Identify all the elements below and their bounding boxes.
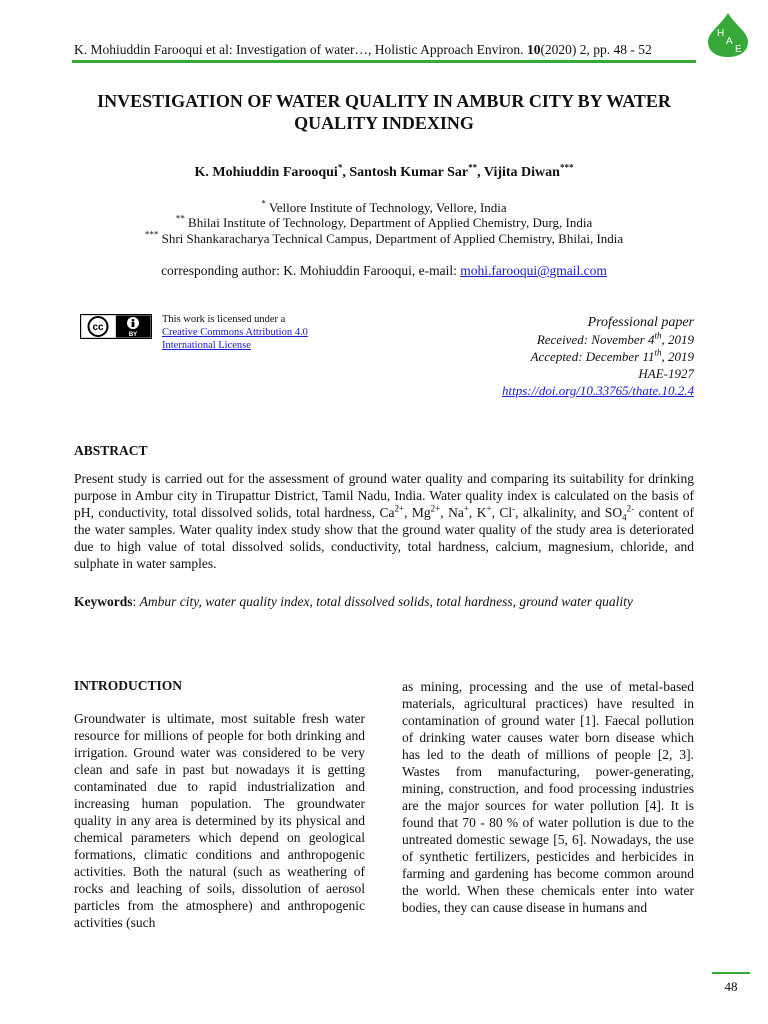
ion-charge: 2+	[430, 503, 441, 514]
corresponding-label: corresponding author: K. Mohiuddin Farooqui, e-mail:	[161, 263, 461, 278]
author-affiliation-mark: ***	[559, 162, 574, 173]
abstract-part: , Cl	[491, 505, 513, 520]
ion-charge: 2-	[626, 503, 635, 514]
paper-title: INVESTIGATION OF WATER QUALITY IN AMBUR CITY BY WATER QUALITY INDEXING	[97, 91, 671, 133]
affiliation-text: Shri Shankaracharya Technical Campus, Department of Applied Chemistry, Bhilai, India	[158, 231, 624, 246]
accepted-date	[394, 348, 694, 365]
ordinal-suffix: th	[654, 347, 662, 358]
abstract-part: content of the water samples. Water quality index study show that the ground water quality of the study area is deteriorated due to high value of total dissolved solids, conductivity, total hardness, calcium, magnesium, chloride, and sulphate in water samples.	[74, 505, 695, 571]
author-name: K. Mohiuddin Farooqui	[194, 165, 338, 180]
introduction-left-column: Groundwater is ultimate, most suitable fresh water resource for millions of people for both drinking and irrigation. Ground water was considered to be very clean and safe in past but nowadays it is getting contaminated due to rapid industrialization and increasing human population. The groundwater quality in any area is determined by its physical and chemical parameters which depend on geological formations, climatic conditions and anthropogenic activities. Both the natural (such as weathering of rocks and leaching of soils, dissolution of aerosol particles from the atmosphere) and anthropogenic activities (such	[74, 711, 365, 930]
paper-type: Professional paper	[587, 315, 694, 330]
affiliation-2	[74, 215, 694, 231]
abstract-heading: ABSTRACT	[74, 443, 148, 458]
affiliation-mark: ***	[144, 229, 159, 240]
ordinal-suffix: th	[654, 330, 662, 341]
ion-charge: +	[463, 503, 469, 514]
abstract-part: , K	[468, 505, 487, 520]
keywords-label: Keywords	[74, 594, 133, 609]
author-affiliation-mark: *	[337, 162, 343, 173]
article-code: HAE-1927	[638, 366, 694, 381]
abstract-part: , Mg	[404, 505, 431, 520]
citation-suffix: (2020) 2, pp. 48 - 52	[540, 42, 652, 57]
license-link[interactable]: Creative Commons Attribution 4.0	[162, 327, 308, 338]
abstract-part: Present study is carried out for the assessment of ground water quality and comparing its suitability for drinking purpose in Ambur city in Tirupattur District, Tamil Nadu, India. Water quality index is calculated on the basis of pH, conductivity, total dissolved solids, total hardness, Ca	[74, 471, 694, 520]
page-number-rule	[712, 972, 750, 974]
running-header	[74, 42, 694, 58]
by-letters: BY	[128, 332, 138, 338]
affiliation-3	[74, 231, 694, 247]
abstract-part: , Na	[440, 505, 464, 520]
received-year: , 2019	[661, 332, 694, 347]
introduction-heading: INTRODUCTION	[74, 678, 183, 693]
keywords-colon: :	[132, 594, 140, 609]
ion-charge: +	[486, 503, 492, 514]
page-number: 48	[724, 979, 738, 994]
keywords	[74, 593, 694, 610]
ion-charge: -	[512, 503, 516, 514]
abstract-part: , alkalinity, and SO	[515, 505, 623, 520]
accepted-year: , 2019	[661, 349, 694, 364]
affiliation-mark: **	[175, 213, 185, 224]
author-affiliation-mark: **	[468, 162, 478, 173]
abstract-text	[74, 470, 694, 572]
email-link[interactable]: mohi.farooqui@gmail.com	[460, 263, 607, 278]
doi-link[interactable]: https://doi.org/10.33765/thate.10.2.4	[502, 383, 694, 398]
creative-commons-by-badge-icon[interactable]	[80, 314, 152, 339]
license-link-continued[interactable]: International License	[162, 340, 251, 351]
logo-letter-h: H	[717, 28, 725, 39]
introduction-right-column: as mining, processing and the use of metal-based materials, agricultural practices) have resulted in contamination of ground water [1]. Faecal pollution of drinking water causes water born disease which has led to the death of millions of people [2, 3]. Wastes from manufacturing, power-generating, mining, construction, and food processing industries are the major sources for water pollution [4]. It is found that 70 - 80 % of water pollution is due to the untreated domestic sewage [5, 6]. Nowadays, the use of synthetic fertilizers, pesticides and herbicides in farming and gardening has become common around the world. When these chemicals enter into water bodies, they can cause disease in humans and	[402, 679, 694, 915]
author-separator: ,	[342, 165, 350, 180]
cc-letters: cc	[92, 322, 104, 333]
author-name: Vijita Diwan	[483, 165, 560, 180]
author-separator: ,	[477, 165, 484, 180]
author-list	[74, 162, 694, 181]
received-label: Received: November 4	[536, 332, 655, 347]
license-line: This work is licensed under a	[162, 314, 286, 325]
author-name: Santosh Kumar Sar	[349, 165, 469, 180]
accepted-label: Accepted: December 11	[530, 349, 655, 364]
received-date	[394, 331, 694, 348]
citation-volume: 10	[526, 42, 541, 57]
affiliation-1	[74, 200, 694, 216]
logo-letter-e: E	[735, 44, 742, 55]
license-text	[162, 313, 362, 352]
affiliation-text: Bhilai Institute of Technology, Department of Applied Chemistry, Durg, India	[184, 215, 593, 230]
header-rule	[72, 60, 696, 63]
corresponding-author	[74, 263, 694, 279]
affiliation-mark: *	[261, 198, 266, 209]
keywords-text: Ambur city, water quality index, total dissolved solids, total hardness, ground water quality	[139, 594, 633, 609]
affiliation-text: Vellore Institute of Technology, Vellore, India	[265, 200, 507, 215]
ion-charge: 2+	[394, 503, 405, 514]
article-meta	[394, 314, 694, 399]
logo-letter-a: A	[726, 36, 733, 47]
journal-logo-drop-icon	[706, 12, 750, 58]
citation-prefix: K. Mohiuddin Farooqui et al: Investigation of water…, Holistic Approach Environ.	[74, 42, 527, 57]
subscript: 4	[622, 512, 627, 523]
